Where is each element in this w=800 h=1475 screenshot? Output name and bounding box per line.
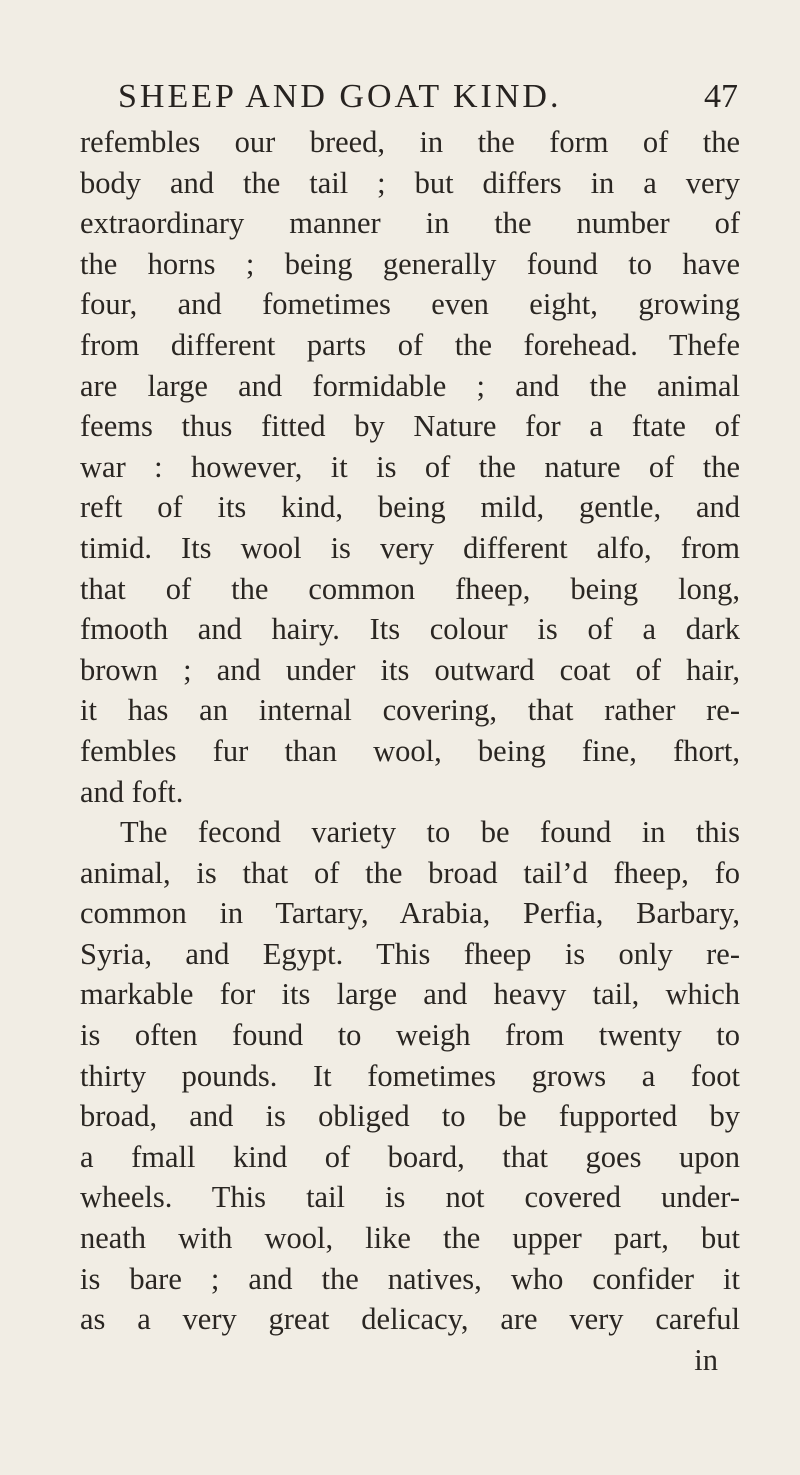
text-line: body and the tail ; but differs in a very bbox=[80, 165, 740, 200]
text-line: thirty pounds. It fometimes grows a foot bbox=[80, 1058, 740, 1093]
text-line: timid. Its wool is very different alfo, from bbox=[80, 530, 740, 565]
page-number: 47 bbox=[704, 78, 738, 115]
text-line: is often found to weigh from twenty to bbox=[80, 1018, 740, 1053]
text-line: fmooth and hairy. Its colour is of a dark bbox=[80, 612, 740, 647]
body-text bbox=[80, 122, 740, 1380]
text-line: markable for its large and heavy tail, which bbox=[80, 977, 740, 1012]
text-line: are large and formidable ; and the animal bbox=[80, 368, 740, 403]
text-line: brown ; and under its outward coat of hair, bbox=[80, 652, 740, 687]
text-line: common in Tartary, Arabia, Perfia, Barbary, bbox=[80, 896, 740, 931]
text-line: neath with wool, like the upper part, but bbox=[80, 1221, 740, 1256]
page-header bbox=[118, 72, 738, 122]
text-line: as a very great delicacy, are very careful bbox=[80, 1302, 740, 1337]
text-line: extraordinary manner in the number of bbox=[80, 206, 740, 241]
text-line: and foft. bbox=[80, 774, 184, 809]
text-line: reft of its kind, being mild, gentle, and bbox=[80, 490, 740, 525]
catchword: in bbox=[694, 1342, 718, 1377]
text-line: wheels. This tail is not covered under- bbox=[80, 1180, 740, 1215]
text-line: is bare ; and the natives, who confider it bbox=[80, 1261, 740, 1296]
text-line: animal, is that of the broad tail’d fheep, fo bbox=[80, 855, 740, 890]
text-line: from different parts of the forehead. Thefe bbox=[80, 327, 740, 362]
text-line: war : however, it is of the nature of the bbox=[80, 449, 740, 484]
text-line: a fmall kind of board, that goes upon bbox=[80, 1139, 740, 1174]
text-line: Syria, and Egypt. This fheep is only re- bbox=[80, 936, 740, 971]
running-head: SHEEP AND GOAT KIND. bbox=[118, 78, 562, 115]
text-line: broad, and is obliged to be fupported by bbox=[80, 1099, 740, 1134]
text-line: that of the common fheep, being long, bbox=[80, 571, 740, 606]
text-line: fembles fur than wool, being fine, fhort, bbox=[80, 733, 740, 768]
text-line: the horns ; being generally found to have bbox=[80, 246, 740, 281]
text-line: feems thus fitted by Nature for a ftate of bbox=[80, 409, 740, 444]
text-line: The fecond variety to be found in this bbox=[120, 815, 740, 850]
text-line: it has an internal covering, that rather re- bbox=[80, 693, 740, 728]
text-line: four, and fometimes even eight, growing bbox=[80, 287, 740, 322]
text-line: refembles our breed, in the form of the bbox=[80, 125, 740, 159]
